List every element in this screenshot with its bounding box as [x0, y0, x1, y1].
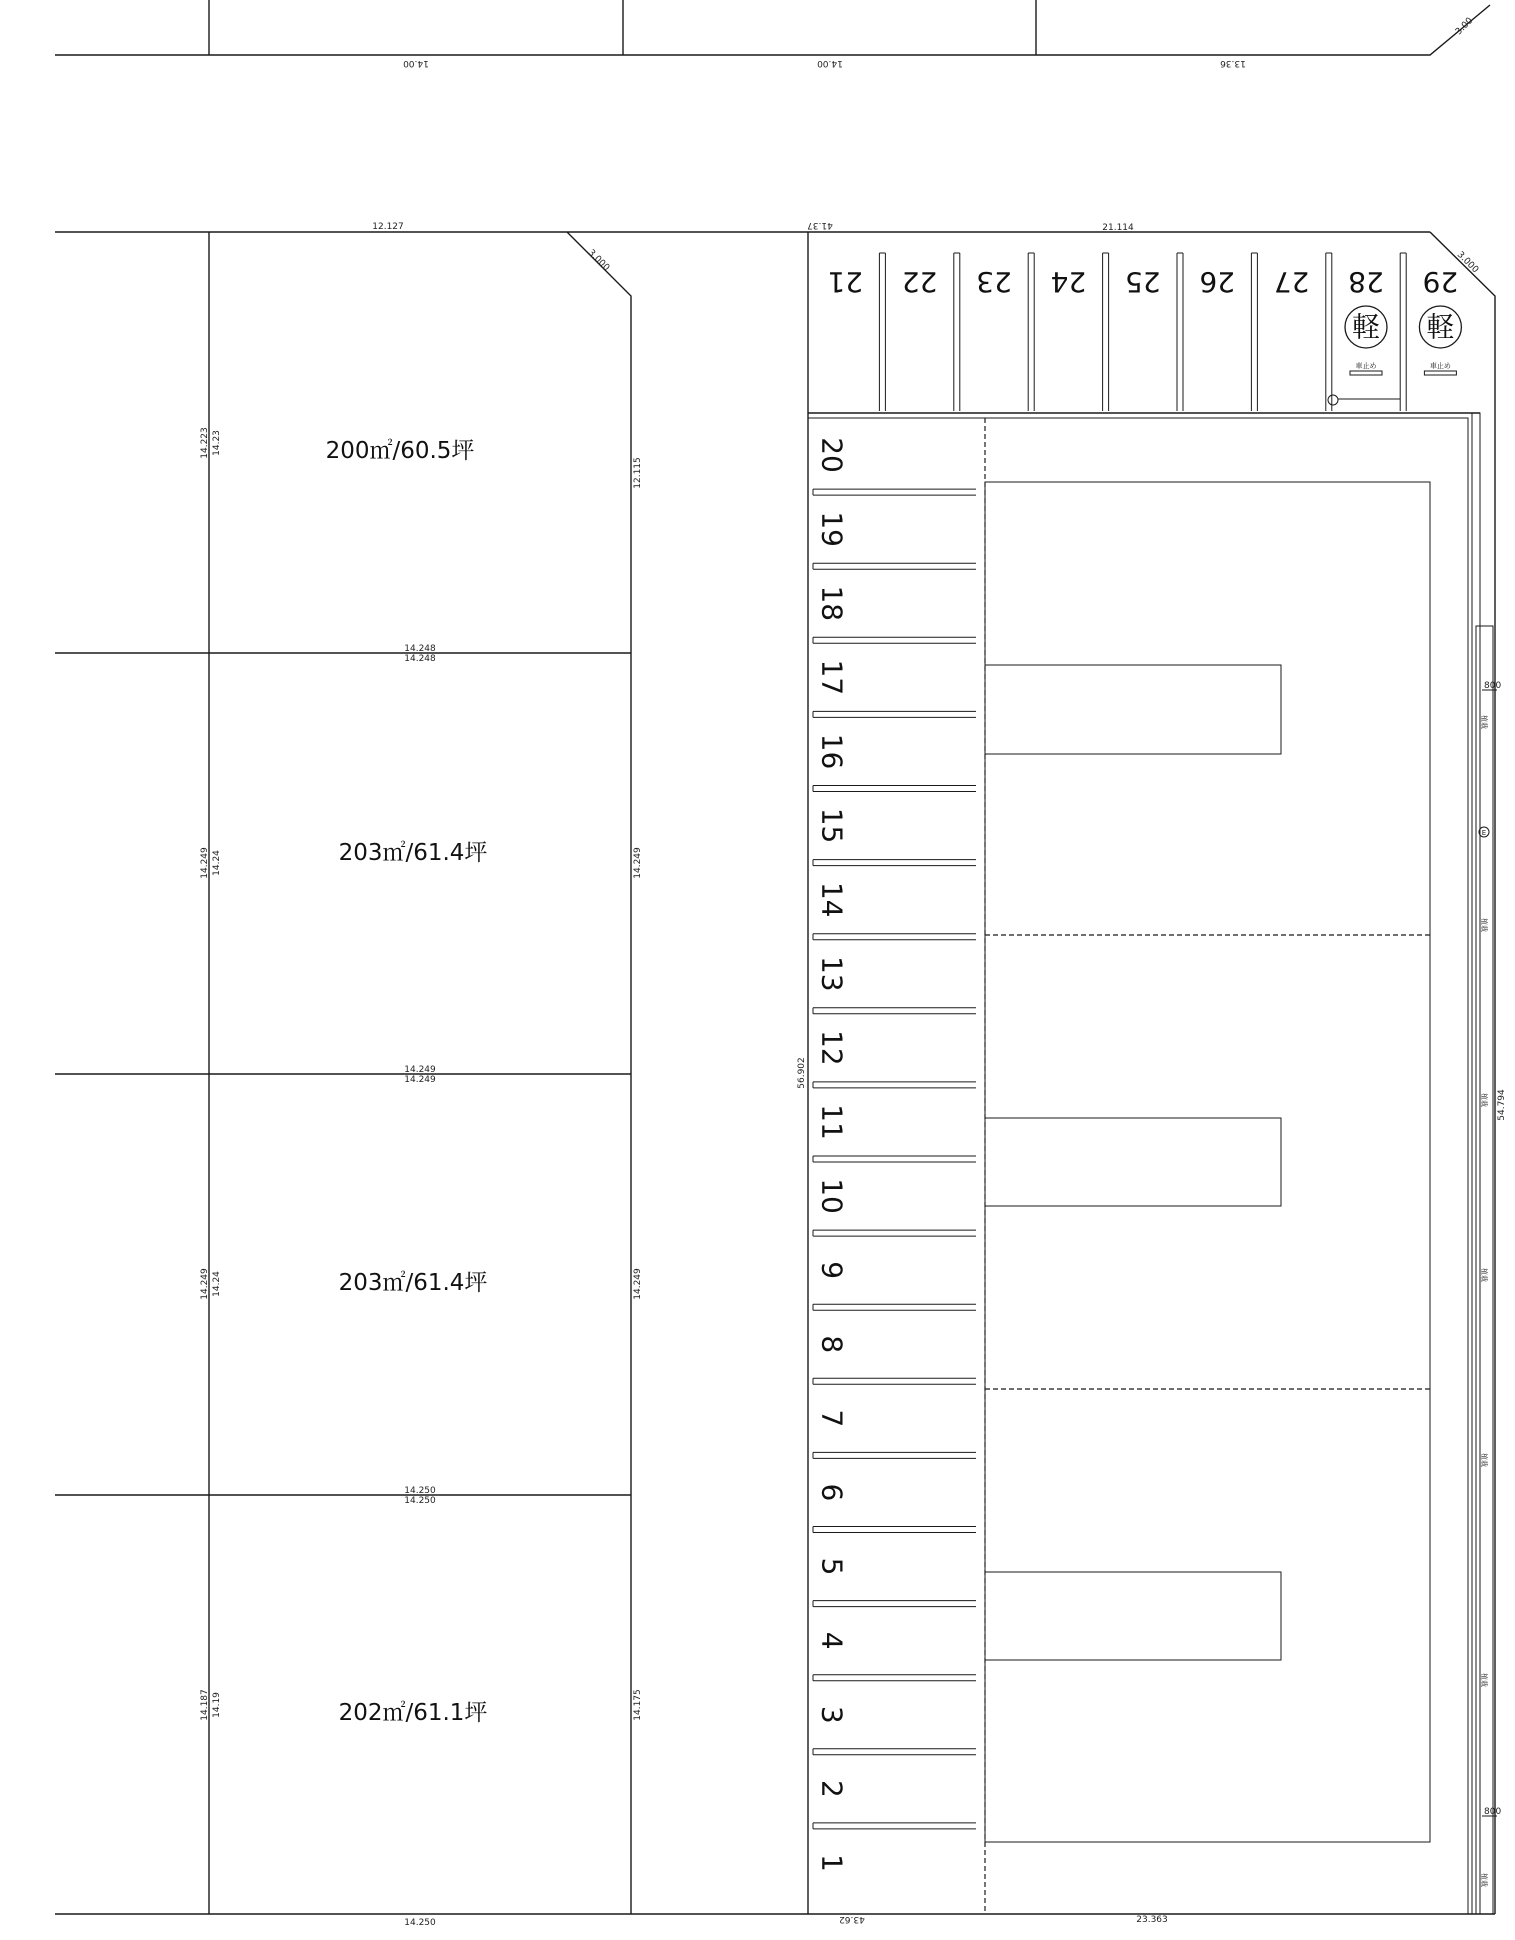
- planting-label: 植栽: [1480, 715, 1488, 729]
- planting-label: 植栽: [1480, 1093, 1488, 1107]
- parking-area: [797, 232, 1507, 1914]
- dim-mid-top: 41.37: [807, 220, 833, 230]
- stall-number: 22: [901, 265, 938, 299]
- dim-lot4-left-b: 14.19: [212, 1692, 222, 1718]
- dim-lot1-left-a: 14.223: [200, 427, 210, 459]
- dim-top-road-2: 14.00: [817, 58, 843, 68]
- lot-2-area: 203㎡/61.4坪: [338, 840, 488, 866]
- stall-number: 13: [815, 955, 849, 992]
- planting-label: 植栽: [1480, 1268, 1488, 1282]
- dim-lot2-right: 14.249: [633, 847, 643, 879]
- dim-parking-right: 54.794: [1497, 1089, 1507, 1121]
- dim-lot1-left-b: 14.23: [212, 430, 222, 456]
- stall-number: 8: [815, 1335, 849, 1354]
- wheel-stop: [1350, 371, 1382, 375]
- stall-number: 7: [815, 1409, 849, 1428]
- stall-number: 15: [815, 807, 849, 844]
- stall-number: 23: [976, 265, 1012, 299]
- stall-number: 5: [815, 1557, 849, 1576]
- lot-4-area: 202㎡/61.1坪: [338, 1700, 488, 1726]
- dim-side-800-bottom: 800: [1484, 1807, 1502, 1817]
- dim-split1-a: 14.248: [404, 644, 436, 654]
- residential-lots: [55, 222, 643, 1928]
- dim-parking-chamfer: 3.000: [1454, 249, 1481, 276]
- stall-number: 26: [1199, 265, 1236, 299]
- wheel-stop-label: 車止め: [1429, 362, 1451, 370]
- stall-number: 1: [815, 1854, 849, 1872]
- stall-number: 6: [815, 1483, 849, 1502]
- dim-side-800-top: 800: [1484, 681, 1502, 691]
- dim-split1-b: 14.248: [404, 654, 436, 664]
- dim-lot-chamfer: 3.000: [585, 247, 612, 274]
- planting-label: 植栽: [1480, 1673, 1488, 1687]
- dim-top-chamfer: 3.00: [1453, 15, 1476, 38]
- stall-number: 9: [815, 1261, 849, 1280]
- stall-number: 2: [815, 1779, 849, 1798]
- stall-number: 25: [1124, 265, 1161, 299]
- top-parking-stalls: [827, 253, 1461, 411]
- dim-lot4-left-a: 14.187: [200, 1689, 210, 1721]
- wheel-stop: [1424, 371, 1456, 375]
- stall-number: 14: [815, 881, 849, 918]
- dim-split2-b: 14.249: [404, 1075, 436, 1085]
- stall-number: 16: [815, 733, 849, 770]
- dim-parking-top: 21.114: [1102, 223, 1134, 233]
- lot-1-area: 200㎡/60.5坪: [325, 438, 475, 464]
- stall-number: 19: [815, 511, 849, 547]
- meter-mark: E: [1481, 829, 1487, 837]
- site-boundary: [55, 220, 1495, 1925]
- wheel-stop-label: 車止め: [1355, 362, 1377, 370]
- dim-lot-top: 12.127: [372, 222, 404, 232]
- lot-3-area: 203㎡/61.4坪: [338, 1270, 488, 1296]
- dim-lot2-left-b: 14.24: [212, 850, 222, 876]
- dim-lot-right-top: 12.115: [633, 457, 643, 489]
- dim-parking-bottom: 23.363: [1136, 1915, 1168, 1925]
- dim-lot3-right: 14.249: [633, 1268, 643, 1300]
- stall-number: 27: [1273, 265, 1310, 299]
- meter-circle: [1328, 395, 1338, 405]
- dim-lot3-left-b: 14.24: [212, 1271, 222, 1297]
- stall-number: 17: [815, 659, 849, 696]
- stall-number: 21: [827, 265, 864, 299]
- dim-split3-b: 14.250: [404, 1496, 436, 1506]
- kei-car-mark: 軽: [1351, 310, 1381, 344]
- dim-split2-a: 14.249: [404, 1065, 436, 1075]
- dim-lot-bottom: 14.250: [404, 1918, 436, 1928]
- top-road-parcels: [55, 0, 1490, 68]
- stall-number: 11: [815, 1104, 849, 1140]
- planting-label: 植栽: [1480, 918, 1488, 932]
- stall-number: 3: [815, 1705, 849, 1724]
- stall-number: 20: [815, 437, 849, 473]
- stall-number: 12: [815, 1030, 849, 1066]
- dim-split3-a: 14.250: [404, 1486, 436, 1496]
- stall-number: 10: [815, 1178, 849, 1214]
- dim-lot3-left-a: 14.249: [200, 1268, 210, 1300]
- dim-lot2-left-a: 14.249: [200, 847, 210, 879]
- left-parking-stalls: [813, 437, 976, 1872]
- planting-label: 植栽: [1480, 1453, 1488, 1467]
- dim-top-road-1: 14.00: [403, 58, 429, 68]
- stall-number: 28: [1348, 265, 1384, 299]
- planting-labels: [1480, 715, 1489, 1887]
- kei-car-mark: 軽: [1426, 310, 1455, 344]
- dim-lot4-right: 14.175: [633, 1689, 643, 1721]
- stall-number: 29: [1422, 265, 1459, 299]
- planting-label: 植栽: [1480, 1873, 1488, 1887]
- dim-top-road-3: 13.36: [1220, 58, 1246, 68]
- stall-number: 18: [815, 585, 849, 622]
- stall-number: 4: [815, 1631, 849, 1650]
- dim-parking-left: 56.902: [797, 1057, 807, 1089]
- stall-number: 24: [1050, 265, 1087, 299]
- dim-bottom-mid: 43.62: [839, 1914, 865, 1924]
